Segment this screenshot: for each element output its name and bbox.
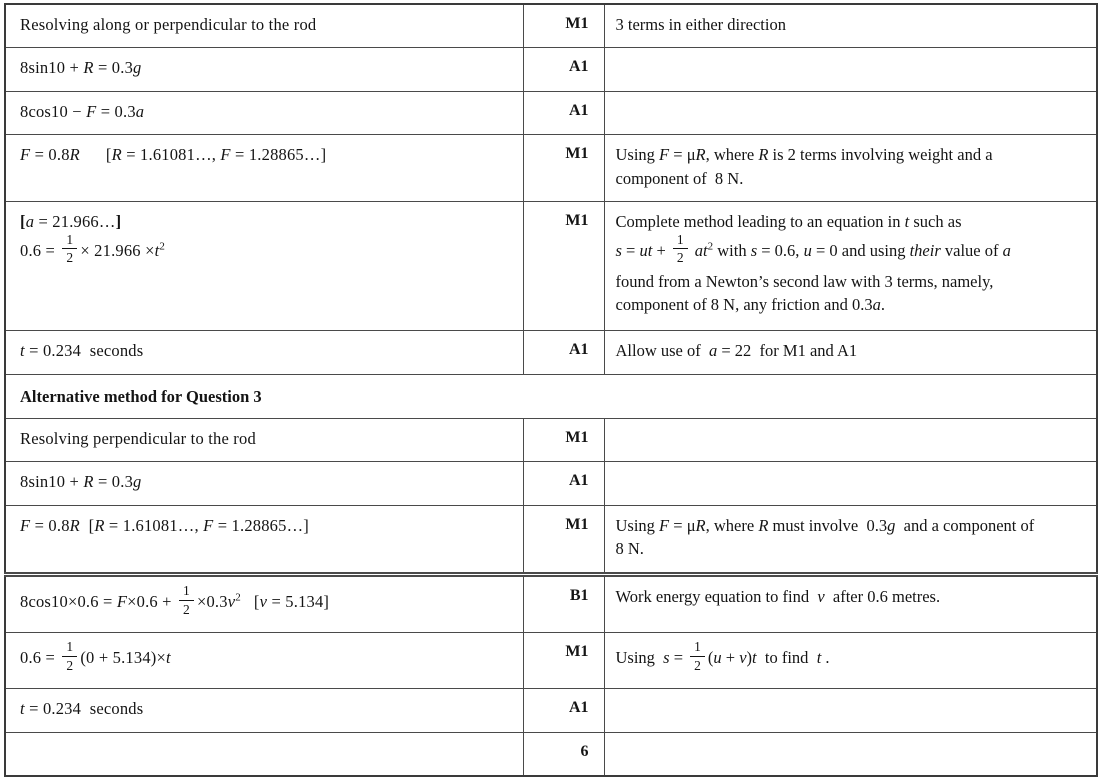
text-segment: u [803, 240, 812, 260]
text-segment: Complete method leading to an equation in [615, 212, 905, 232]
working-cell [5, 505, 523, 574]
text-segment: = 22 for M1 and A1 [717, 341, 858, 361]
table-row [5, 48, 1097, 92]
text-segment: v [739, 648, 747, 668]
mark-label: A1 [568, 472, 589, 490]
text-segment: and a component of [895, 515, 1035, 535]
fraction [690, 639, 705, 673]
text-segment: a [709, 341, 718, 361]
formula-line [20, 57, 513, 78]
mark-cell [523, 202, 604, 331]
formula-line [616, 294, 1087, 315]
text-segment: R [69, 145, 80, 165]
formula-line [616, 271, 1087, 292]
mark-label: M1 [565, 212, 589, 230]
text-segment: g [133, 472, 142, 492]
text-segment: [ [79, 145, 112, 165]
table-row [5, 732, 1097, 776]
comment-cell [604, 689, 1097, 733]
text-segment: Using [615, 515, 660, 535]
formula-line [616, 340, 1087, 361]
table-row [5, 633, 1097, 689]
mark-cell [523, 505, 604, 574]
working-cell [5, 418, 523, 462]
mark-cell [523, 331, 604, 375]
mark-cell [523, 418, 604, 462]
text-segment: t [20, 699, 25, 719]
text-segment: t [752, 648, 757, 668]
text-segment: = μ [669, 515, 696, 535]
mark-cell [523, 689, 604, 733]
text-segment: t [816, 648, 822, 668]
formula-line [20, 340, 513, 361]
formula-line [20, 211, 513, 232]
text-segment: = 0.8 [30, 145, 70, 165]
text-segment: F [659, 145, 670, 165]
text-segment: R [83, 58, 94, 78]
comment-cell [604, 505, 1097, 574]
section-header-label: Alternative method for Question 3 [20, 387, 262, 407]
formula-line [615, 231, 1087, 269]
text-segment: at [694, 240, 708, 260]
text-segment: R [695, 515, 706, 535]
table-row [5, 505, 1097, 574]
fraction-denominator: 2 [66, 657, 74, 673]
text-segment: [ [79, 515, 95, 535]
text-segment: 2 [235, 591, 241, 604]
text-segment: 8cos10 − [20, 101, 87, 121]
formula-line [20, 101, 513, 122]
fraction [62, 639, 77, 673]
text-segment: a [1002, 240, 1011, 260]
fraction-numerator: 1 [62, 639, 77, 657]
working-cell [5, 48, 523, 92]
formula-line [616, 168, 1087, 189]
text-segment: [ [20, 212, 26, 232]
comment-cell [604, 4, 1097, 48]
text-segment: their [909, 240, 941, 260]
formula-line [20, 14, 513, 35]
table-row [5, 462, 1097, 506]
comment-cell [604, 633, 1097, 689]
text-segment: a [872, 295, 881, 315]
text-segment: 0.6 = [20, 240, 60, 260]
working-cell [5, 91, 523, 135]
formula-line [616, 586, 1087, 607]
text-segment: = 0.3 [96, 101, 136, 121]
comment-cell [604, 135, 1097, 202]
text-segment: = 1.28865…] [213, 515, 309, 535]
comment-cell [604, 331, 1097, 375]
mark-scheme-table-body [5, 4, 1097, 776]
working-cell [5, 633, 523, 689]
text-segment: must involve 0.3 [768, 515, 888, 535]
formula-line [616, 538, 1087, 559]
text-segment: , where [705, 515, 759, 535]
text-segment: t [904, 212, 910, 232]
working-cell [5, 202, 523, 331]
formula-line [616, 211, 1087, 232]
formula-line [20, 144, 513, 165]
text-segment: Allow use of [615, 341, 709, 361]
mark-cell [523, 633, 604, 689]
mark-cell [523, 462, 604, 506]
text-segment: Using [615, 648, 664, 668]
text-segment: R [758, 515, 769, 535]
fraction-denominator: 2 [183, 601, 190, 617]
text-segment: = μ [669, 145, 696, 165]
fraction [179, 583, 194, 617]
text-segment: ×0.3 [196, 591, 228, 611]
text-segment: s [663, 648, 670, 668]
fraction-denominator: 2 [676, 250, 684, 266]
text-segment: 8cos10×0.6 = [20, 591, 117, 611]
table-row [5, 331, 1097, 375]
comment-cell [604, 418, 1097, 462]
text-segment: ( [707, 648, 714, 668]
text-segment: R [111, 145, 122, 165]
comment-cell [604, 575, 1097, 633]
text-segment: R [758, 145, 769, 165]
mark-label: M1 [565, 15, 589, 32]
section-header-row [5, 375, 1097, 419]
text-segment: + [721, 648, 740, 668]
text-segment: component of 8 N, any friction and 0.3 [615, 295, 873, 315]
fraction-numerator: 1 [673, 232, 688, 250]
fraction-numerator: 1 [62, 232, 77, 250]
table-row [5, 4, 1097, 48]
text-segment: F [86, 101, 97, 121]
text-segment: 8sin10 + [20, 472, 84, 492]
text-segment: = 21.966… [34, 212, 116, 232]
text-segment: 8sin10 + [20, 58, 84, 78]
fraction-numerator: 1 [690, 639, 705, 657]
working-cell [5, 689, 523, 733]
formula-line [20, 471, 513, 492]
text-segment: ] [115, 212, 122, 232]
formula-line [20, 698, 513, 719]
mark-cell [523, 135, 604, 202]
section-header-cell [5, 375, 1097, 419]
mark-cell [523, 48, 604, 92]
text-segment: t [165, 648, 171, 668]
fraction-numerator: 1 [179, 583, 194, 601]
fraction [62, 232, 77, 266]
mark-label: M1 [565, 428, 589, 446]
table-row [5, 91, 1097, 135]
text-segment: = 0.234 seconds [24, 699, 144, 719]
text-segment: , where [705, 145, 759, 165]
formula-line [20, 583, 513, 620]
text-segment: = 1.61081…, [104, 515, 204, 535]
text-segment: 2 [159, 240, 166, 253]
text-segment: t [154, 240, 160, 260]
text-segment: 2 [707, 240, 714, 253]
text-segment: a [135, 101, 145, 121]
mark-label: 6 [580, 742, 589, 760]
text-segment: 3 terms in either direction [615, 15, 786, 34]
text-segment: such as [909, 212, 962, 232]
text-segment: = 1.61081…, [121, 145, 221, 165]
text-segment: = 0.6, [757, 240, 804, 260]
formula-line [616, 144, 1087, 165]
text-segment: R [69, 515, 80, 535]
mark-scheme-table [4, 3, 1098, 777]
mark-cell [523, 91, 604, 135]
text-segment: Resolving perpendicular to the rod [20, 428, 256, 448]
text-segment: F [116, 591, 128, 611]
fraction-denominator: 2 [66, 250, 74, 266]
table-row [5, 575, 1097, 633]
text-segment: found from a Newton’s second law with 3 terms, namely, [615, 271, 994, 291]
mark-label: A1 [568, 58, 589, 76]
working-cell [5, 135, 523, 202]
text-segment: ) [746, 648, 753, 668]
text-segment: value of [940, 240, 1003, 260]
text-segment: ×0.6 + [127, 591, 177, 611]
text-segment: Resolving along or perpendicular to the rod [20, 15, 317, 34]
text-segment: g [887, 515, 896, 535]
text-segment: to find [756, 648, 817, 668]
fraction [673, 232, 688, 266]
text-segment: t [20, 341, 25, 361]
text-segment: . [821, 648, 830, 668]
comment-cell [604, 202, 1097, 331]
text-segment: = 0.8 [30, 515, 70, 535]
mark-label: A1 [568, 699, 589, 717]
text-segment: = [621, 240, 640, 260]
mark-cell [523, 732, 604, 776]
text-segment: R [695, 145, 706, 165]
text-segment: ut [639, 240, 653, 260]
text-segment: . [880, 295, 885, 315]
mark-cell [523, 575, 604, 633]
comment-cell [604, 91, 1097, 135]
working-cell [5, 4, 523, 48]
mark-label: M1 [565, 643, 589, 661]
text-segment: 8 N. [615, 539, 644, 559]
formula-line [616, 515, 1087, 536]
text-segment: R [94, 515, 105, 535]
mark-label: A1 [568, 101, 589, 119]
mark-label: B1 [569, 587, 589, 605]
formula-line [20, 639, 513, 676]
table-row [5, 202, 1097, 331]
text-segment: F [20, 515, 31, 535]
text-segment: a [25, 212, 35, 232]
table-row [5, 418, 1097, 462]
text-segment: = 0.3 [93, 58, 134, 78]
formula-line [20, 515, 513, 536]
comment-cell [604, 462, 1097, 506]
mark-cell [523, 4, 604, 48]
text-segment: Using [615, 145, 660, 165]
text-segment: 0.6 = [20, 648, 60, 668]
formula-line [615, 639, 1087, 676]
text-segment: = 1.28865…] [230, 145, 327, 165]
text-segment: g [133, 58, 142, 78]
text-segment: (0 + 5.134)× [80, 648, 166, 668]
text-segment: is 2 terms involving weight and a [768, 145, 993, 165]
text-segment: Work energy equation to find [615, 587, 818, 607]
working-cell [5, 462, 523, 506]
mark-label: M1 [565, 145, 589, 163]
text-segment: F [659, 515, 670, 535]
working-cell [5, 575, 523, 633]
working-cell [5, 331, 523, 375]
text-segment: v [817, 587, 825, 607]
text-segment: s [750, 240, 758, 260]
text-segment: u [713, 648, 722, 668]
formula-line [616, 14, 1087, 35]
formula-line [20, 231, 513, 269]
comment-cell [604, 48, 1097, 92]
working-cell [5, 732, 523, 776]
text-segment: + [652, 240, 670, 260]
mark-label: A1 [568, 341, 589, 359]
text-segment: F [203, 515, 214, 535]
text-segment: R [83, 472, 94, 492]
text-segment: [ [240, 591, 260, 611]
text-segment: component of 8 N. [615, 168, 744, 188]
text-segment: = 0.234 seconds [24, 341, 144, 361]
text-segment: = 0.3 [93, 472, 134, 492]
text-segment: with [713, 240, 751, 260]
comment-cell [604, 732, 1097, 776]
table-row [5, 689, 1097, 733]
text-segment: v [259, 591, 268, 611]
text-segment: v [227, 591, 236, 611]
text-segment: = 0 and using [811, 240, 910, 260]
table-row [5, 135, 1097, 202]
text-segment: = [669, 648, 688, 668]
text-segment: s [615, 240, 622, 260]
mark-label: M1 [565, 515, 589, 533]
text-segment: F [220, 145, 231, 165]
text-segment: = 5.134] [267, 591, 330, 611]
text-segment: F [20, 145, 31, 165]
text-segment: after 0.6 metres. [824, 587, 941, 607]
text-segment: × 21.966 × [80, 240, 155, 260]
fraction-denominator: 2 [694, 657, 701, 673]
formula-line [20, 428, 513, 449]
